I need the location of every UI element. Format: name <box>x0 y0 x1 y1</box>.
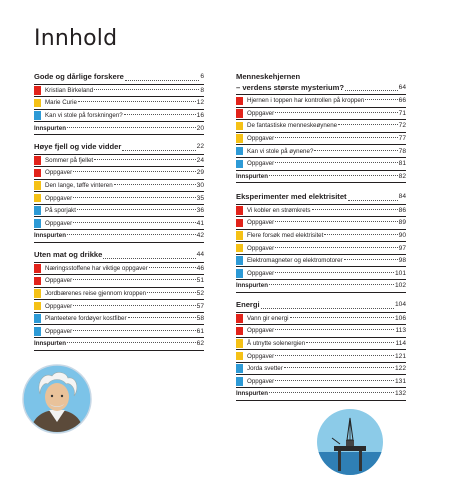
dot-leader <box>67 234 196 235</box>
entry-title: Jordbærenes reise gjennom kroppen <box>45 289 147 297</box>
entry-title: Å utnytte solenergien <box>247 339 306 347</box>
red-marker-square <box>236 97 243 106</box>
section-heading[interactable] <box>34 72 204 85</box>
chapter-entry[interactable] <box>236 267 406 280</box>
section-heading-line-1: Menneskehjernen <box>236 72 301 81</box>
toc-section <box>34 250 204 351</box>
chapter-entry[interactable] <box>34 110 204 123</box>
dot-leader <box>149 267 196 268</box>
page-number: 77 <box>398 135 406 143</box>
page-number: 8 <box>200 86 204 94</box>
entry-title: Innspurten <box>34 124 66 132</box>
chapter-entry[interactable] <box>34 85 204 98</box>
entry-title: Hjernen i toppen har kontrollen på kroppen <box>247 97 365 105</box>
chapter-entry[interactable] <box>236 313 406 326</box>
yellow-marker-square <box>236 339 243 348</box>
entry-title: Oppgaver <box>45 219 73 227</box>
entry-title: Kan vi stole på forskningen? <box>45 111 123 119</box>
red-marker-square <box>34 264 41 273</box>
page-number: 102 <box>394 282 406 290</box>
yellow-marker-square <box>236 122 243 131</box>
blue-marker-square <box>236 256 243 265</box>
chapter-entry[interactable] <box>236 158 406 171</box>
entry-title: Oppgaver <box>247 327 275 335</box>
page-number: 41 <box>196 219 204 227</box>
dot-leader <box>103 258 195 259</box>
summary-entry[interactable] <box>34 230 204 243</box>
entry-title: Oppgaver <box>247 135 275 143</box>
entry-title: Oppgaver <box>247 219 275 227</box>
entry-title: Sommer på fjellet <box>45 156 94 164</box>
entry-title: På sporjakt <box>45 207 76 215</box>
page-number: 106 <box>394 314 406 322</box>
dot-leader <box>344 259 398 260</box>
dot-leader <box>275 380 394 381</box>
chapter-entry[interactable] <box>34 97 204 110</box>
page-number: 114 <box>395 339 406 347</box>
dot-leader <box>365 99 397 100</box>
dot-leader <box>73 171 195 172</box>
chapter-entry[interactable] <box>34 263 204 276</box>
dot-leader <box>78 101 196 102</box>
entry-title: Oppgaver <box>247 109 275 117</box>
red-marker-square <box>236 206 243 215</box>
red-marker-square <box>34 156 41 165</box>
chapter-entry[interactable] <box>34 313 204 326</box>
dot-leader <box>73 222 195 223</box>
page-number: 16 <box>196 111 204 119</box>
dot-leader <box>73 279 195 280</box>
chapter-entry[interactable] <box>34 155 204 168</box>
entry-title: Vann gir energi <box>247 314 289 322</box>
page-number: 97 <box>398 244 406 252</box>
dot-leader <box>275 272 394 273</box>
chapter-entry[interactable] <box>236 230 406 243</box>
entry-title: Jorda svetter <box>247 365 283 373</box>
dot-leader <box>306 342 394 343</box>
entry-title: Oppgaver <box>45 327 73 335</box>
chapter-entry[interactable] <box>34 205 204 218</box>
blue-marker-square <box>34 219 41 228</box>
chapter-entry[interactable] <box>236 145 406 158</box>
section-heading-text: Uten mat og drikke <box>34 250 103 259</box>
blue-marker-square <box>236 364 243 373</box>
chapter-entry[interactable] <box>236 338 406 351</box>
entry-title: Oppgaver <box>247 244 275 252</box>
dot-leader <box>269 284 394 285</box>
section-heading[interactable] <box>236 192 406 205</box>
dot-leader <box>73 330 195 331</box>
dot-leader <box>275 162 397 163</box>
chapter-entry[interactable] <box>34 167 204 180</box>
page-number: 66 <box>398 97 406 105</box>
dot-leader <box>147 292 196 293</box>
page-number: 42 <box>196 232 204 240</box>
yellow-marker-square <box>34 194 41 203</box>
page-number: 132 <box>394 390 406 398</box>
page-number: 29 <box>196 169 204 177</box>
page-number: 64 <box>398 83 406 91</box>
summary-entry[interactable] <box>236 388 406 401</box>
entry-title: Innspurten <box>34 340 66 348</box>
chapter-entry[interactable] <box>236 363 406 376</box>
oil-platform-illustration <box>316 408 384 476</box>
entry-title: Vi kobler en strømkrets <box>247 206 311 214</box>
dot-leader <box>338 124 398 125</box>
dot-leader <box>124 114 196 115</box>
entry-title: Oppgaver <box>247 160 275 168</box>
red-marker-square <box>34 169 41 178</box>
page-number: 30 <box>196 181 204 189</box>
entry-title: Den lange, tøffe vinteren <box>45 181 113 189</box>
page-number: 78 <box>398 147 406 155</box>
dot-leader <box>122 150 195 151</box>
page-number: 61 <box>196 327 204 335</box>
entry-title: Innspurten <box>236 390 268 398</box>
page-number: 35 <box>196 194 204 202</box>
page-number: 72 <box>398 122 406 130</box>
dot-leader <box>290 317 394 318</box>
dot-leader <box>128 317 196 318</box>
page-number: 22 <box>196 143 204 150</box>
section-heading-text: Høye fjell og vide vidder <box>34 142 122 151</box>
chapter-entry[interactable] <box>236 242 406 255</box>
entry-title: Oppgaver <box>45 302 73 310</box>
page-number: 113 <box>395 327 406 335</box>
entry-title: De fantastiske menneskeøynene <box>247 122 338 130</box>
page-number: 58 <box>196 315 204 323</box>
dot-leader <box>345 90 398 91</box>
chapter-entry[interactable] <box>34 192 204 205</box>
page-number: 121 <box>394 352 406 360</box>
yellow-marker-square <box>34 99 41 108</box>
red-marker-square <box>34 86 41 95</box>
yellow-marker-square <box>34 181 41 190</box>
page-number: 24 <box>196 156 204 164</box>
red-marker-square <box>236 314 243 323</box>
page-number: 44 <box>196 251 204 258</box>
chapter-entry[interactable] <box>236 133 406 146</box>
chapter-entry[interactable] <box>236 325 406 338</box>
chapter-entry[interactable] <box>34 325 204 338</box>
chapter-entry[interactable] <box>236 205 406 218</box>
blue-marker-square <box>34 111 41 120</box>
blue-marker-square <box>34 327 41 336</box>
page-number: 6 <box>200 73 204 80</box>
dot-leader <box>275 247 397 248</box>
page-number: 122 <box>394 365 406 373</box>
entry-title: Oppgaver <box>45 277 73 285</box>
section-heading-text: – verdens største mysterium? <box>236 82 345 92</box>
page-number: 46 <box>196 264 204 272</box>
entry-title: Planteetere fordøyer kostfiber <box>45 315 127 323</box>
page-number: 84 <box>398 193 406 200</box>
toc-section <box>236 72 406 183</box>
toc-section <box>34 72 204 135</box>
page-number: 81 <box>398 160 406 168</box>
entry-title: Innspurten <box>236 282 268 290</box>
dot-leader <box>269 392 394 393</box>
entry-title: Elektromagneter og elektromotorer <box>247 257 343 265</box>
dot-leader <box>275 355 394 356</box>
dot-leader <box>114 184 196 185</box>
chapter-entry[interactable] <box>34 180 204 193</box>
page-number: 71 <box>398 109 406 117</box>
dot-leader <box>284 367 394 368</box>
page-number: 101 <box>394 269 406 277</box>
page-number: 98 <box>398 257 406 265</box>
section-heading-text: Eksperimenter med elektrisitet <box>236 192 347 201</box>
summary-entry[interactable] <box>236 171 406 184</box>
blue-marker-square <box>236 160 243 169</box>
entry-title: Flere forsøk med elektrisitet <box>247 231 324 239</box>
section-heading-text: Energi <box>236 300 260 309</box>
yellow-marker-square <box>236 244 243 253</box>
chapter-entry[interactable] <box>34 300 204 313</box>
entry-title: Innspurten <box>34 232 66 240</box>
chapter-entry[interactable] <box>236 95 406 108</box>
chapter-entry[interactable] <box>236 375 406 388</box>
page-number: 51 <box>196 277 204 285</box>
dot-leader <box>125 80 199 81</box>
summary-entry[interactable] <box>236 280 406 293</box>
chapter-entry[interactable] <box>34 288 204 301</box>
page-number: 12 <box>196 99 204 107</box>
dot-leader <box>67 342 196 343</box>
dot-leader <box>94 89 199 90</box>
page-number: 57 <box>196 302 204 310</box>
dot-leader <box>269 175 398 176</box>
chapter-entry[interactable] <box>34 217 204 230</box>
page-number: 82 <box>398 172 406 180</box>
section-heading[interactable] <box>34 250 204 263</box>
page-number: 62 <box>196 340 204 348</box>
red-marker-square <box>236 109 243 118</box>
dot-leader <box>314 150 397 151</box>
page-number: 90 <box>398 231 406 239</box>
dot-leader <box>67 127 196 128</box>
blue-marker-square <box>236 269 243 278</box>
section-heading[interactable] <box>34 142 204 155</box>
section-heading-text: Gode og dårlige forskere <box>34 72 124 81</box>
toc-section <box>236 300 406 401</box>
dot-leader <box>275 221 397 222</box>
toc-section <box>34 142 204 243</box>
yellow-marker-square <box>236 231 243 240</box>
summary-entry[interactable] <box>34 338 204 351</box>
page-number: 89 <box>398 219 406 227</box>
entry-title: Oppgaver <box>45 169 73 177</box>
dot-leader <box>348 200 398 201</box>
page-number: 20 <box>196 124 204 132</box>
dot-leader <box>312 209 398 210</box>
dot-leader <box>261 308 394 309</box>
entry-title: Innspurten <box>236 172 268 180</box>
yellow-marker-square <box>236 134 243 143</box>
page-title: Innhold <box>34 26 118 51</box>
page-number: 104 <box>394 301 406 308</box>
yellow-marker-square <box>34 302 41 311</box>
yellow-marker-square <box>236 352 243 361</box>
section-heading[interactable] <box>236 72 406 95</box>
summary-entry[interactable] <box>34 122 204 135</box>
dot-leader <box>275 137 397 138</box>
dot-leader <box>275 112 397 113</box>
yellow-marker-square <box>34 289 41 298</box>
toc-section <box>236 192 406 293</box>
dot-leader <box>73 305 195 306</box>
entry-title: Kan vi stole på øynene? <box>247 147 314 155</box>
chapter-entry[interactable] <box>236 255 406 268</box>
dot-leader <box>324 234 397 235</box>
page-number: 52 <box>196 289 204 297</box>
page-number: 86 <box>398 206 406 214</box>
entry-title: Oppgaver <box>247 269 275 277</box>
blue-marker-square <box>236 147 243 156</box>
blue-marker-square <box>236 377 243 386</box>
page-number: 36 <box>196 207 204 215</box>
entry-title: Oppgaver <box>45 194 73 202</box>
chapter-entry[interactable] <box>236 217 406 230</box>
chapter-entry[interactable] <box>236 350 406 363</box>
dot-leader <box>275 329 394 330</box>
blue-marker-square <box>34 206 41 215</box>
dot-leader <box>94 159 196 160</box>
red-marker-square <box>236 327 243 336</box>
entry-title: Næringsstoffene har viktige oppgaver <box>45 264 148 272</box>
dot-leader <box>73 197 195 198</box>
dot-leader <box>77 209 196 210</box>
red-marker-square <box>34 277 41 286</box>
red-marker-square <box>236 219 243 228</box>
entry-title: Oppgaver <box>247 352 275 360</box>
scientist-portrait-illustration <box>22 364 92 434</box>
entry-title: Kristian Birkeland <box>45 86 94 94</box>
page-number: 131 <box>394 377 406 385</box>
blue-marker-square <box>34 314 41 323</box>
chapter-entry[interactable] <box>34 275 204 288</box>
entry-title: Oppgaver <box>247 377 275 385</box>
section-heading[interactable] <box>236 300 406 313</box>
entry-title: Marie Curie <box>45 99 77 107</box>
chapter-entry[interactable] <box>236 120 406 133</box>
chapter-entry[interactable] <box>236 108 406 121</box>
